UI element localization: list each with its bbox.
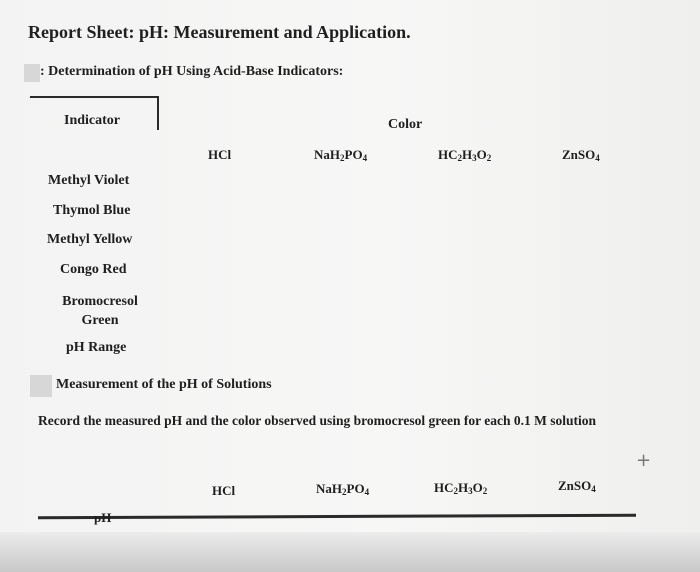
indicator-header-top-rule — [30, 96, 158, 98]
col-nah2po4 — [314, 147, 367, 163]
indicator-header-side-rule — [157, 96, 159, 130]
p2-col-hc2h3o2 — [434, 480, 487, 496]
hc2h3o2-formula: $HC_2H_3O_2$ — [438, 147, 492, 163]
page-edge-shadow — [0, 532, 700, 572]
row-bromocresol-green: Bromocresol Green — [62, 294, 138, 328]
p2-col-znso4 — [558, 478, 596, 494]
plus-mark: + — [636, 450, 652, 471]
p2-znso4-formula: ZnSO$_4$ — [558, 478, 596, 494]
row-methyl-yellow: Methyl Yellow — [47, 232, 133, 247]
page-title: Report Sheet: pH: Measurement and Application. — [28, 22, 411, 42]
col-hcl: HCl — [208, 147, 232, 162]
p2-col-hcl: HCl — [212, 483, 236, 498]
p2-col-nah2po4 — [316, 481, 369, 497]
znso4-formula: ZnSO$_4$ — [562, 147, 600, 163]
row-ph: pH — [94, 510, 112, 525]
nah2po4-formula: $NaH_2PO_4$ — [314, 147, 368, 163]
part2-heading: Measurement of the pH of Solutions — [56, 377, 272, 392]
color-header: Color — [388, 117, 423, 132]
indicator-header: Indicator — [64, 113, 120, 128]
row-congo-red: Congo Red — [60, 262, 127, 277]
col-znso4 — [562, 147, 600, 163]
row-methyl-violet: Methyl Violet — [48, 173, 130, 188]
part2-instructions: Record the measured pH and the color observed using bromocresol green for each 0.1 M solution — [38, 413, 596, 428]
p2-hc2h3o2-formula: $HC_2H_3O_2$ — [434, 480, 488, 496]
row-thymol-blue: Thymol Blue — [53, 203, 131, 218]
p2-nah2po4-formula: $NaH_2PO_4$ — [316, 481, 370, 497]
part-number-box — [24, 64, 40, 82]
row-ph-range: pH Range — [66, 340, 127, 355]
part1-heading: : Determination of pH Using Acid-Base Indicators: — [40, 64, 344, 79]
part-number-box-2 — [30, 375, 52, 397]
col-hc2h3o2 — [438, 147, 491, 163]
